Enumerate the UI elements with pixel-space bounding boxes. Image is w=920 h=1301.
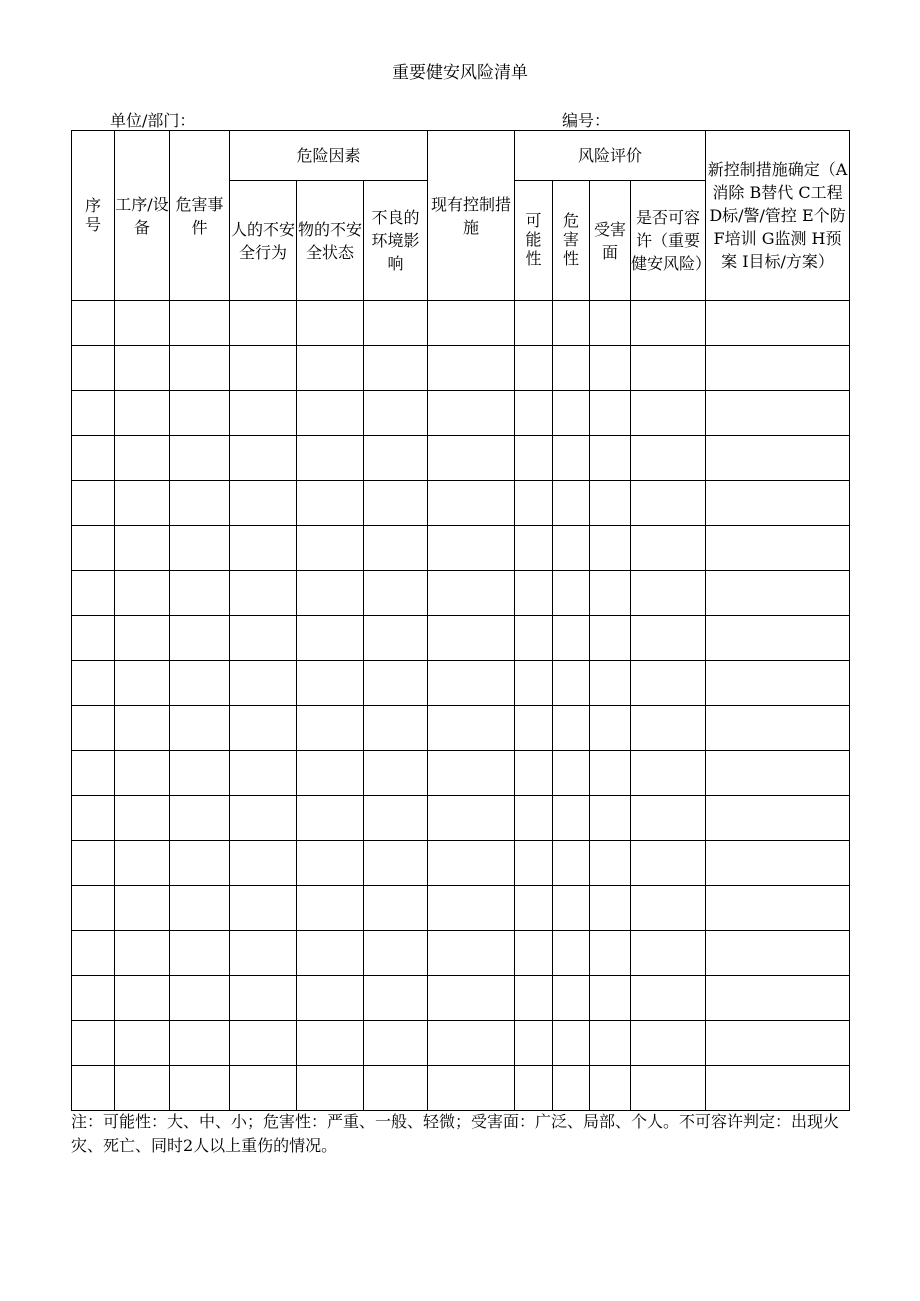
header-likelihood: 可能性	[515, 181, 553, 301]
table-cell[interactable]	[364, 886, 428, 931]
table-cell[interactable]	[230, 1066, 297, 1111]
table-cell[interactable]	[115, 526, 170, 571]
table-cell[interactable]	[515, 1066, 553, 1111]
table-cell[interactable]	[115, 706, 170, 751]
table-cell[interactable]	[364, 751, 428, 796]
table-cell[interactable]	[170, 931, 230, 976]
table-cell[interactable]	[631, 841, 706, 886]
table-cell[interactable]	[590, 391, 631, 436]
table-row	[72, 841, 850, 886]
table-cell[interactable]	[515, 706, 553, 751]
table-cell[interactable]	[297, 616, 364, 661]
table-cell[interactable]	[364, 346, 428, 391]
table-cell[interactable]	[553, 346, 590, 391]
table-cell[interactable]	[230, 751, 297, 796]
table-cell[interactable]	[72, 481, 115, 526]
table-cell[interactable]	[428, 1066, 515, 1111]
table-cell[interactable]	[297, 301, 364, 346]
table-cell[interactable]	[706, 931, 850, 976]
table-cell[interactable]	[590, 751, 631, 796]
table-cell[interactable]	[115, 481, 170, 526]
table-row	[72, 931, 850, 976]
table-cell[interactable]	[428, 571, 515, 616]
table-cell[interactable]	[364, 391, 428, 436]
table-cell[interactable]	[72, 346, 115, 391]
table-cell[interactable]	[515, 616, 553, 661]
table-cell[interactable]	[706, 706, 850, 751]
table-cell[interactable]	[115, 796, 170, 841]
table-cell[interactable]	[428, 436, 515, 481]
table-cell[interactable]	[590, 346, 631, 391]
table-cell[interactable]	[72, 526, 115, 571]
table-cell[interactable]	[631, 346, 706, 391]
table-row	[72, 661, 850, 706]
table-row	[72, 796, 850, 841]
table-cell[interactable]	[515, 436, 553, 481]
table-cell[interactable]	[553, 1021, 590, 1066]
table-cell[interactable]	[297, 661, 364, 706]
table-cell[interactable]	[631, 1066, 706, 1111]
table-cell[interactable]	[590, 796, 631, 841]
table-cell[interactable]	[72, 391, 115, 436]
table-cell[interactable]	[364, 1021, 428, 1066]
table-row	[72, 1066, 850, 1111]
header-seq: 序号	[72, 131, 115, 301]
table-cell[interactable]	[230, 886, 297, 931]
table-cell[interactable]	[170, 706, 230, 751]
table-cell[interactable]	[428, 931, 515, 976]
table-cell[interactable]	[115, 616, 170, 661]
table-cell[interactable]	[631, 391, 706, 436]
table-cell[interactable]	[230, 526, 297, 571]
table-cell[interactable]	[553, 481, 590, 526]
table-cell[interactable]	[515, 481, 553, 526]
table-cell[interactable]	[428, 841, 515, 886]
unit-label: 单位/部门：	[110, 111, 196, 130]
table-cell[interactable]	[170, 796, 230, 841]
table-cell[interactable]	[428, 346, 515, 391]
table-row	[72, 706, 850, 751]
table-cell[interactable]	[297, 346, 364, 391]
table-cell[interactable]	[515, 841, 553, 886]
table-cell[interactable]	[515, 1021, 553, 1066]
table-cell[interactable]	[297, 1066, 364, 1111]
table-cell[interactable]	[631, 706, 706, 751]
table-cell[interactable]	[590, 571, 631, 616]
table-cell[interactable]	[72, 661, 115, 706]
table-cell[interactable]	[706, 976, 850, 1021]
table-cell[interactable]	[706, 841, 850, 886]
table-cell[interactable]	[590, 706, 631, 751]
table-cell[interactable]	[428, 301, 515, 346]
table-cell[interactable]	[553, 661, 590, 706]
table-cell[interactable]	[428, 481, 515, 526]
header-process: 工序/设备	[115, 131, 170, 301]
table-cell[interactable]	[706, 436, 850, 481]
table-cell[interactable]	[553, 976, 590, 1021]
table-cell[interactable]	[553, 1066, 590, 1111]
table-cell[interactable]	[706, 526, 850, 571]
table-cell[interactable]	[170, 526, 230, 571]
table-cell[interactable]	[364, 481, 428, 526]
table-cell[interactable]	[297, 796, 364, 841]
table-cell[interactable]	[590, 661, 631, 706]
table-cell[interactable]	[297, 841, 364, 886]
table-cell[interactable]	[553, 526, 590, 571]
table-cell[interactable]	[297, 391, 364, 436]
table-cell[interactable]	[590, 886, 631, 931]
table-cell[interactable]	[170, 841, 230, 886]
table-cell[interactable]	[72, 931, 115, 976]
code-label: 编号：	[562, 111, 611, 130]
table-cell[interactable]	[115, 346, 170, 391]
table-cell[interactable]	[364, 301, 428, 346]
table-cell[interactable]	[170, 886, 230, 931]
table-cell[interactable]	[515, 526, 553, 571]
table-row	[72, 886, 850, 931]
table-cell[interactable]	[72, 616, 115, 661]
table-cell[interactable]	[553, 301, 590, 346]
table-cell[interactable]	[515, 886, 553, 931]
table-cell[interactable]	[364, 436, 428, 481]
table-cell[interactable]	[590, 301, 631, 346]
table-cell[interactable]	[364, 571, 428, 616]
table-cell[interactable]	[230, 391, 297, 436]
table-cell[interactable]	[553, 436, 590, 481]
header-object-unsafe: 物的不安全状态	[297, 181, 364, 301]
table-cell[interactable]	[631, 616, 706, 661]
table-cell[interactable]	[115, 571, 170, 616]
table-cell[interactable]	[706, 796, 850, 841]
table-cell[interactable]	[230, 481, 297, 526]
table-row	[72, 481, 850, 526]
table-cell[interactable]	[170, 1066, 230, 1111]
table-cell[interactable]	[364, 796, 428, 841]
table-cell[interactable]	[170, 571, 230, 616]
table-cell[interactable]	[170, 481, 230, 526]
header-risk-evaluation: 风险评价	[515, 131, 706, 181]
table-cell[interactable]	[553, 841, 590, 886]
table-cell[interactable]	[428, 616, 515, 661]
table-cell[interactable]	[706, 571, 850, 616]
table-cell[interactable]	[590, 1066, 631, 1111]
table-cell[interactable]	[706, 1021, 850, 1066]
table-cell[interactable]	[706, 661, 850, 706]
table-cell[interactable]	[297, 526, 364, 571]
table-cell[interactable]	[706, 616, 850, 661]
table-cell[interactable]	[515, 346, 553, 391]
table-cell[interactable]	[170, 976, 230, 1021]
table-cell[interactable]	[230, 571, 297, 616]
table-cell[interactable]	[553, 706, 590, 751]
table-cell[interactable]	[115, 841, 170, 886]
table-cell[interactable]	[72, 571, 115, 616]
table-cell[interactable]	[706, 391, 850, 436]
table-cell[interactable]	[364, 841, 428, 886]
table-cell[interactable]	[115, 391, 170, 436]
table-cell[interactable]	[515, 751, 553, 796]
table-cell[interactable]	[706, 346, 850, 391]
table-cell[interactable]	[428, 661, 515, 706]
table-cell[interactable]	[115, 436, 170, 481]
table-row	[72, 751, 850, 796]
table-cell[interactable]	[706, 751, 850, 796]
header-human-unsafe: 人的不安全行为	[230, 181, 297, 301]
table-cell[interactable]	[553, 616, 590, 661]
table-row	[72, 571, 850, 616]
table-cell[interactable]	[230, 976, 297, 1021]
table-cell[interactable]	[706, 301, 850, 346]
table-cell[interactable]	[72, 796, 115, 841]
table-cell[interactable]	[631, 931, 706, 976]
table-cell[interactable]	[230, 1021, 297, 1066]
table-cell[interactable]	[428, 526, 515, 571]
table-cell[interactable]	[297, 886, 364, 931]
table-cell[interactable]	[72, 751, 115, 796]
risk-list-table	[71, 130, 850, 1111]
table-cell[interactable]	[115, 976, 170, 1021]
table-cell[interactable]	[364, 661, 428, 706]
table-cell[interactable]	[230, 796, 297, 841]
table-cell[interactable]	[631, 751, 706, 796]
table-cell[interactable]	[230, 841, 297, 886]
table-cell[interactable]	[230, 661, 297, 706]
table-cell[interactable]	[515, 571, 553, 616]
table-cell[interactable]	[170, 661, 230, 706]
table-cell[interactable]	[115, 886, 170, 931]
table-cell[interactable]	[631, 886, 706, 931]
table-cell[interactable]	[428, 976, 515, 1021]
table-cell[interactable]	[553, 571, 590, 616]
table-cell[interactable]	[72, 1021, 115, 1066]
table-cell[interactable]	[364, 616, 428, 661]
table-row	[72, 976, 850, 1021]
table-cell[interactable]	[115, 931, 170, 976]
table-cell[interactable]	[428, 796, 515, 841]
header-exposure: 受害面	[590, 181, 631, 301]
table-row	[72, 391, 850, 436]
table-cell[interactable]	[631, 1021, 706, 1066]
header-new-control: 新控制措施确定（A消除 B替代 C工程 D标/警/管控 E个防 F培训 G监测 H预案 I目标/方案）	[706, 131, 850, 301]
table-cell[interactable]	[72, 436, 115, 481]
table-cell[interactable]	[364, 526, 428, 571]
table-cell[interactable]	[706, 481, 850, 526]
table-cell[interactable]	[297, 571, 364, 616]
table-cell[interactable]	[428, 391, 515, 436]
table-cell[interactable]	[553, 886, 590, 931]
table-cell[interactable]	[428, 886, 515, 931]
table-cell[interactable]	[631, 796, 706, 841]
table-cell[interactable]	[515, 301, 553, 346]
table-cell[interactable]	[515, 976, 553, 1021]
table-cell[interactable]	[590, 481, 631, 526]
table-cell[interactable]	[631, 526, 706, 571]
table-cell[interactable]	[631, 661, 706, 706]
table-row	[72, 436, 850, 481]
footnote: 注：可能性：大、中、小；危害性：严重、一般、轻微；受害面：广泛、局部、个人。不可容许判定：出现火灾、死亡、同时2人以上重伤的情况。	[71, 1112, 840, 1155]
table-cell[interactable]	[364, 1066, 428, 1111]
table-cell[interactable]	[297, 706, 364, 751]
table-cell[interactable]	[631, 976, 706, 1021]
table-cell[interactable]	[230, 436, 297, 481]
table-row	[72, 526, 850, 571]
table-cell[interactable]	[428, 706, 515, 751]
table-cell[interactable]	[631, 571, 706, 616]
table-row	[72, 346, 850, 391]
table-cell[interactable]	[297, 976, 364, 1021]
table-cell[interactable]	[515, 391, 553, 436]
table-cell[interactable]	[297, 481, 364, 526]
table-cell[interactable]	[428, 1021, 515, 1066]
table-cell[interactable]	[230, 346, 297, 391]
table-cell[interactable]	[590, 841, 631, 886]
table-cell[interactable]	[364, 931, 428, 976]
table-cell[interactable]	[428, 751, 515, 796]
table-cell[interactable]	[170, 1021, 230, 1066]
table-row	[72, 301, 850, 346]
table-cell[interactable]	[297, 1021, 364, 1066]
table-cell[interactable]	[590, 616, 631, 661]
header-risk-factors: 危险因素	[230, 131, 428, 181]
table-cell[interactable]	[706, 1066, 850, 1111]
table-cell[interactable]	[72, 1066, 115, 1111]
table-cell[interactable]	[706, 886, 850, 931]
table-cell[interactable]	[297, 931, 364, 976]
table-cell[interactable]	[115, 301, 170, 346]
table-cell[interactable]	[72, 976, 115, 1021]
table-cell[interactable]	[170, 391, 230, 436]
table-cell[interactable]	[115, 1021, 170, 1066]
table-cell[interactable]	[297, 436, 364, 481]
table-cell[interactable]	[115, 661, 170, 706]
table-cell[interactable]	[631, 481, 706, 526]
table-cell[interactable]	[364, 706, 428, 751]
table-cell[interactable]	[115, 1066, 170, 1111]
table-cell[interactable]	[170, 436, 230, 481]
table-cell[interactable]	[170, 616, 230, 661]
table-cell[interactable]	[230, 616, 297, 661]
table-cell[interactable]	[553, 931, 590, 976]
table-cell[interactable]	[115, 751, 170, 796]
table-cell[interactable]	[170, 751, 230, 796]
document-title: 重要健安风险清单	[392, 63, 528, 83]
header-severity: 危害性	[553, 181, 590, 301]
table-cell[interactable]	[170, 301, 230, 346]
table-cell[interactable]	[631, 436, 706, 481]
table-cell[interactable]	[72, 841, 115, 886]
table-cell[interactable]	[72, 706, 115, 751]
table-cell[interactable]	[590, 931, 631, 976]
header-tolerable: 是否可容许（重要健安风险）	[631, 181, 706, 301]
table-cell[interactable]	[515, 661, 553, 706]
table-cell[interactable]	[515, 796, 553, 841]
table-cell[interactable]	[72, 886, 115, 931]
header-hazard-event: 危害事件	[170, 131, 230, 301]
table-cell[interactable]	[230, 301, 297, 346]
table-cell[interactable]	[590, 436, 631, 481]
table-cell[interactable]	[170, 346, 230, 391]
table-cell[interactable]	[72, 301, 115, 346]
table-cell[interactable]	[631, 301, 706, 346]
table-cell[interactable]	[590, 526, 631, 571]
table-cell[interactable]	[590, 976, 631, 1021]
table-row	[72, 616, 850, 661]
header-env-bad: 不良的环境影响	[364, 181, 428, 301]
table-cell[interactable]	[230, 706, 297, 751]
table-cell[interactable]	[515, 931, 553, 976]
table-cell[interactable]	[364, 976, 428, 1021]
table-cell[interactable]	[553, 391, 590, 436]
table-cell[interactable]	[297, 751, 364, 796]
table-cell[interactable]	[553, 751, 590, 796]
table-cell[interactable]	[230, 931, 297, 976]
header-current-control: 现有控制措施	[428, 131, 515, 301]
table-cell[interactable]	[553, 796, 590, 841]
table-row	[72, 1021, 850, 1066]
table-cell[interactable]	[590, 1021, 631, 1066]
